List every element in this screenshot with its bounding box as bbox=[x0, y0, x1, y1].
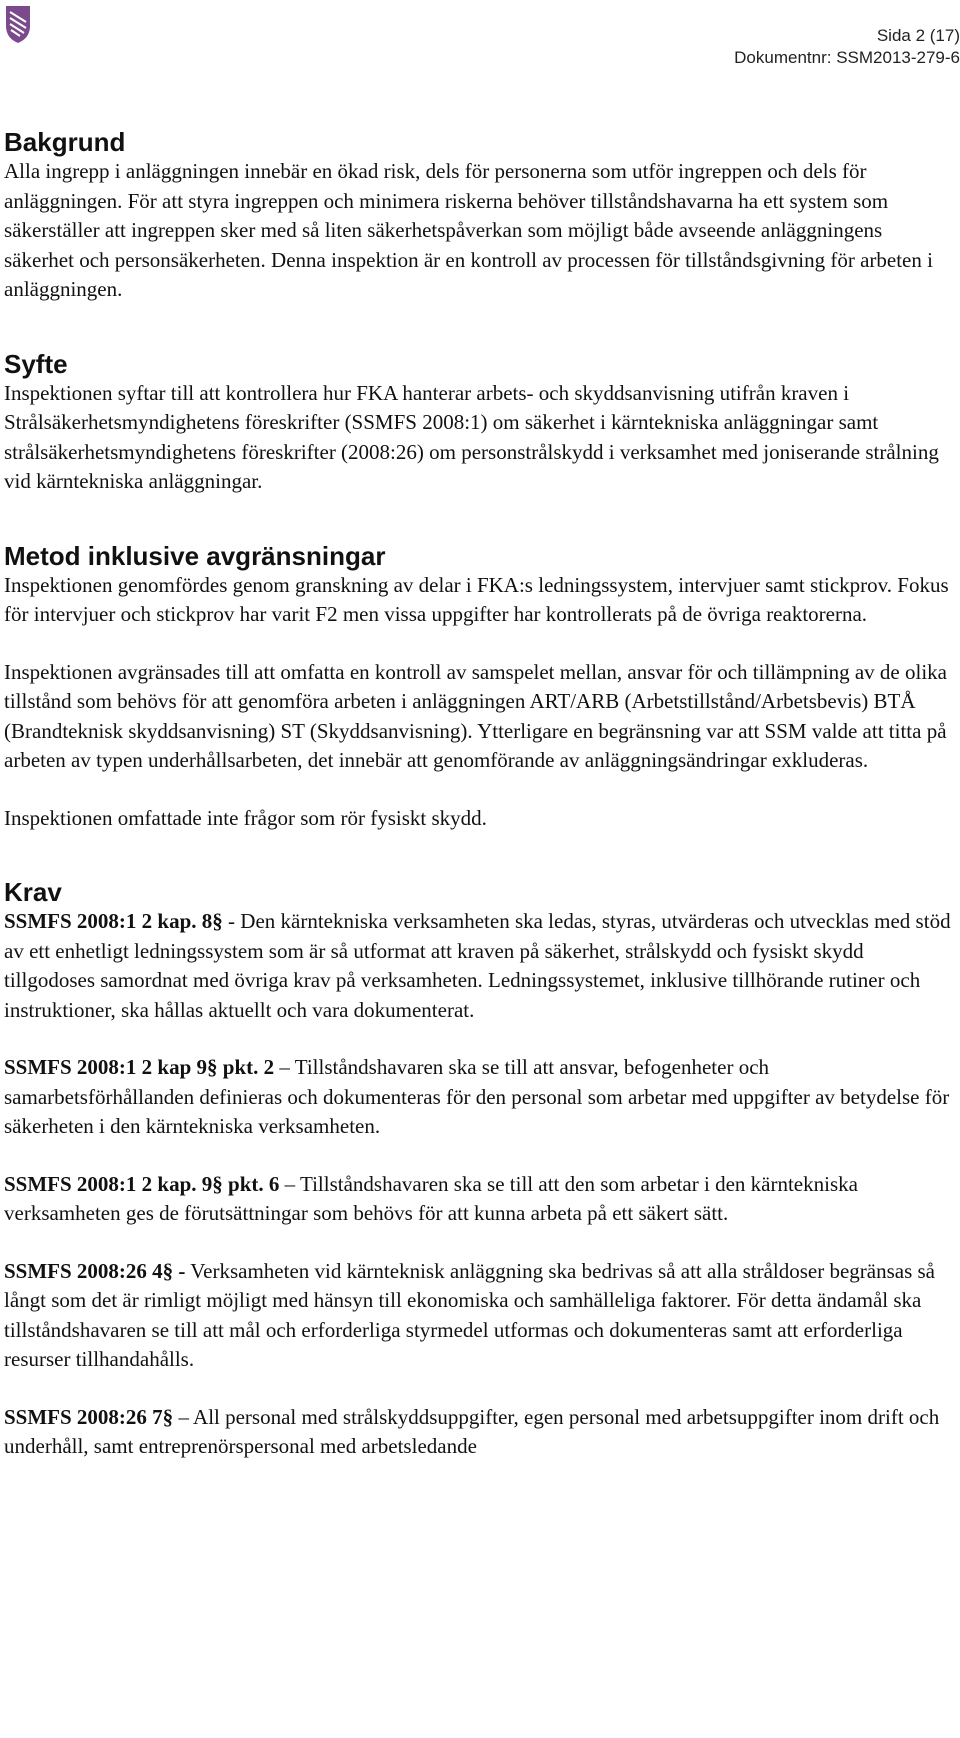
heading-syfte: Syfte bbox=[4, 348, 68, 379]
heading-bakgrund: Bakgrund bbox=[4, 127, 126, 157]
section-metod bbox=[4, 541, 954, 834]
krav-item bbox=[4, 907, 954, 1025]
krav-text: – All personal med strålskyddsuppgifter, egen personal med arbetsuppgifter inom drift och underhåll, samt entreprenörspersonal med arbetsledande bbox=[4, 1404, 940, 1458]
krav-item bbox=[4, 1170, 954, 1229]
paragraph-metod-1: Inspektionen genomfördes genom granskning av delar i FKA:s ledningssystem, intervjuer samt stickprov. Fokus för intervjuer och stickprov har varit F2 men vissa uppgifter har kontrollerats på de övriga reaktorerna. bbox=[4, 572, 949, 626]
section-syfte bbox=[4, 349, 954, 497]
paragraph-metod-3: Inspektionen omfattade inte frågor som rör fysiskt skydd. bbox=[4, 805, 487, 830]
krav-item bbox=[4, 1403, 954, 1462]
krav-reference: SSMFS 2008:26 4§ - bbox=[4, 1258, 186, 1283]
krav-item bbox=[4, 1257, 954, 1375]
krav-reference: SSMFS 2008:1 2 kap 9§ pkt. 2 bbox=[4, 1055, 275, 1079]
page-header bbox=[734, 25, 960, 69]
krav-reference: SSMFS 2008:1 2 kap. 8§ bbox=[4, 909, 223, 933]
krav-reference: SSMFS 2008:26 7§ bbox=[4, 1404, 174, 1429]
section-bakgrund bbox=[4, 127, 954, 305]
krav-text: – Tillståndshavaren ska se till att ansvar, befogenheter och samarbetsförhållanden definieras och dokumenteras för den personal som arbetar med uppgifter av betydelse för säkerheten i den kärntekniska verksamheten. bbox=[4, 1055, 950, 1138]
page-number: Sida 2 (17) bbox=[876, 26, 960, 45]
document-number: Dokumentnr: SSM2013-279-6 bbox=[734, 48, 960, 67]
krav-text: – Tillståndshavaren ska se till att den som arbetar i den kärntekniska verksamheten ges de förutsättningar som behövs för att kunna arbeta på ett säkert sätt. bbox=[4, 1171, 858, 1225]
section-krav bbox=[4, 877, 954, 1462]
document-body bbox=[4, 127, 954, 1462]
paragraph-syfte: Inspektionen syftar till att kontrollera hur FKA hanterar arbets- och skyddsanvisning utifrån kraven i Strålsäkerhetsmyndighetens föreskrifter (SSMFS 2008:1) om säkerhet i kärntekniska anläggningar samt strålsäkerhetsmyndighetens föreskrifter (2008:26) om personstrålskydd i verksamhet med joniserande strålning vid kärntekniska anläggningar. bbox=[4, 380, 939, 493]
paragraph-bakgrund: Alla ingrepp i anläggningen innebär en ökad risk, dels för personerna som utför ingreppen och dels för anläggningen. För att styra ingreppen och minimera riskerna behöver tillståndshavarna ha ett system som säkerställer att ingreppen sker med så liten säkerhetspåverkan som möjligt både avseende anläggningens säkerhet och personsäkerheten. Denna inspektion är en kontroll av processen för tillståndsgivning för arbeten i anläggningen. bbox=[4, 159, 933, 301]
ssm-logo bbox=[4, 4, 32, 44]
krav-item bbox=[4, 1053, 954, 1142]
heading-krav: Krav bbox=[4, 877, 62, 907]
krav-reference: SSMFS 2008:1 2 kap. 9§ pkt. 6 bbox=[4, 1171, 280, 1196]
paragraph-metod-2: Inspektionen avgränsades till att omfatta en kontroll av samspelet mellan, ansvar för och tillämpning av de olika tillstånd som behövs för att genomföra arbeten i anläggningen ART/ARB (Arbetstillstånd/Arbetsbevis) BTÅ (Brandteknisk skyddsanvisning) ST (Skyddsanvisning). Ytterligare en begränsning var att SSM valde att titta på arbeten av typen underhållsarbeten, det innebär att genomförande av anläggningsändringar exkluderas. bbox=[4, 659, 947, 772]
krav-text: Verksamheten vid kärnteknisk anläggning ska bedrivas så att alla stråldoser begränsas så långt som det är rimligt möjligt med hänsyn till ekonomiska och samhälleliga faktorer. För detta ändamål ska tillståndshavaren se till att mål och erforderliga styrmedel utformas och dokumenteras samt att erforderliga resurser tillhandahålls. bbox=[4, 1258, 935, 1371]
heading-metod: Metod inklusive avgränsningar bbox=[4, 540, 386, 571]
krav-text: - Den kärntekniska verksamheten ska ledas, styras, utvärderas och utvecklas med stöd av ett enhetligt ledningssystem som är så utformat att kraven på säkerhet, strålskydd och fysiskt skydd tillgodoses samordnat med övriga krav på verksamheten. Ledningssystemet, inklusive tillhörande rutiner och instruktioner, ska hållas aktuellt och vara dokumenterat. bbox=[4, 909, 951, 1022]
